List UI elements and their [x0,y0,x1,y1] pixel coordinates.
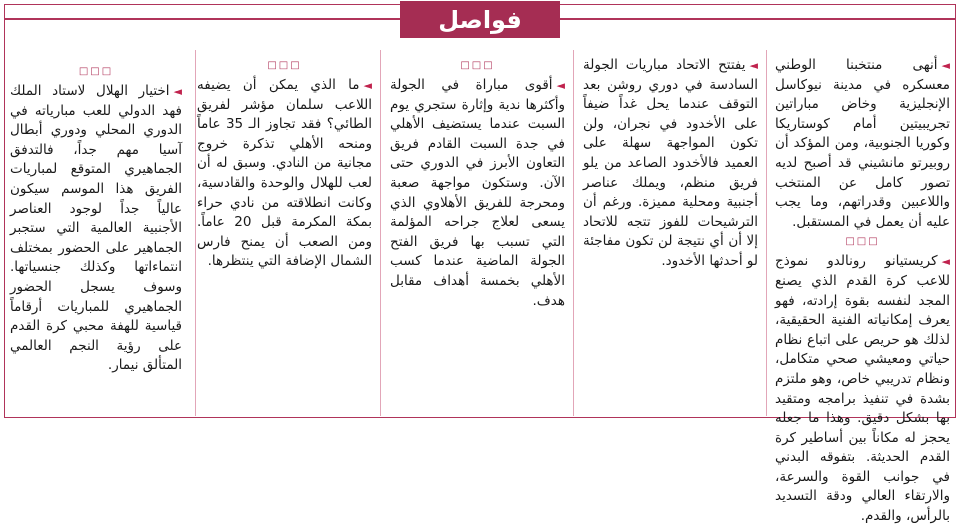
bullet-arrow-icon: ◄ [173,85,182,98]
news-item-3 [583,56,758,272]
column-1 [775,56,950,525]
column-divider [195,50,196,416]
section-title: فواصل [400,1,560,38]
bullet-arrow-icon: ◄ [556,79,565,92]
column-divider [766,50,767,416]
news-item-6 [10,82,182,376]
news-item-4 [390,76,565,311]
item-separator: □□□ [267,60,302,71]
news-item-2-text: كريستيانو رونالدو نموذج للاعب كرة القدم الذي يصنع المجد لنفسه بقوة إرادته، فهو يعرف إمكانياته الفنية الحقيقية، لذلك هو حريص على اتباع نظام حياتي ومعيشي صحي متكامل، ونظام تدريبي خاص، وهو ملتزم بشدة في تنفيذ برامجه ومتقيد بها بشكل دقيق. وهذا ما جعله يحجز له مكاناً بين أساطير كرة القدم الحديثة. بتفوقه البدني في جوانب القوة والسرعة، والارتقاء العالي ودقة التسديد بالرأس، والقدم. [775,253,950,525]
bullet-arrow-icon: ◄ [941,255,950,269]
item-separator: □□□ [78,66,114,77]
news-item-3-text: يفتتح الاتحاد مباريات الجولة السادسة في دوري روشن بعد التوقف عندما يحل غداً ضيفاً على الأخدود في نجران، ولن تكون المواجهة سهلة على العميد فالأخدود الصاعد من يلو فريق منظم، ويملك عناصر أجنبية ومحلية مميزة. ورغم أن الترشيحات للفوز تتجه للاتحاد إلا أن أي نتيجة لن تكون مفاجئة لو أحدثها الأخدود. [583,57,758,269]
column-divider [573,50,574,416]
news-item-6-text: اختيار الهلال لاستاد الملك فهد الدولي للعب مبارياته في الدوري المحلي ودوري أبطال آسيا مهم جداً، فالتدفق الجماهيري المتوقع لمباريات الفريق هذا الموسم سيكون عالياً جداً لوجود العناصر الأجنبية العالمية التي ستجبر الجماهير على الحضور بمختلف انتماءاتها وكذلك جنسياتها. وسوف يسجل الحضور الجماهيري للمباريات أرقاماً قياسية للهفة محبي كرة القدم على رؤية النجم العالمي المتألق نيمار. [10,83,182,374]
column-divider [380,50,381,416]
column-4 [197,56,372,416]
news-item-5 [197,76,372,272]
bullet-arrow-icon: ◄ [941,59,950,72]
column-5 [10,62,182,422]
news-item-4-text: أقوى مباراة في الجولة وأكثرها ندية وإثارة ستجري يوم السبت عندما يستضيف الأهلي في جدة السبت القادم فريق التعاون الأبرز في الدوري حتى الآن. وستكون مواجهة صعبة ومحرجة للفريق الأهلاوي الذي يسعى لعلاج جراحه المؤلمة التي تسبب بها فريق الفتح الجولة الماضية عندما كسب الأهلي بخمسة أهداف مقابل هدف. [390,77,565,309]
item-separator: □□□ [845,236,880,248]
news-item-1 [775,56,950,232]
bullet-arrow-icon: ◄ [749,59,758,72]
column-3 [390,56,565,416]
column-2 [583,56,758,416]
news-item-5-text: ما الذي يمكن أن يضيفه اللاعب سلمان مؤشر لفريق الطائي؟ فقد تجاوز الـ 35 عاماً ومنحه الأهلي تذكرة خروج مجانية من النادي. وسبق له أن لعب للهلال والوحدة والقادسية، وكانت انطلاقته من نادي حراء بمكة المكرمة قبل 20 عاماً. ومن الصعب أن يمنح فارس الشمال الإضافة التي ينتظرها. [197,77,372,270]
news-item-1-text: أنهى منتخبنا الوطني معسكره في مدينة نيوكاسل الإنجليزية وخاض مباراتين تجريبيتين أمام كوستاريكا وكوريا الجنوبية، ومن المؤكد أن روبيرتو مانشيني قد أصبح لديه تصور كامل عن المنتخب واللاعبين وقدراتهم، وما يجب عليه أن يعمل في المستقبل. [775,57,950,230]
bullet-arrow-icon: ◄ [363,79,372,92]
news-item-2 [775,252,950,526]
item-separator: □□□ [460,60,495,71]
